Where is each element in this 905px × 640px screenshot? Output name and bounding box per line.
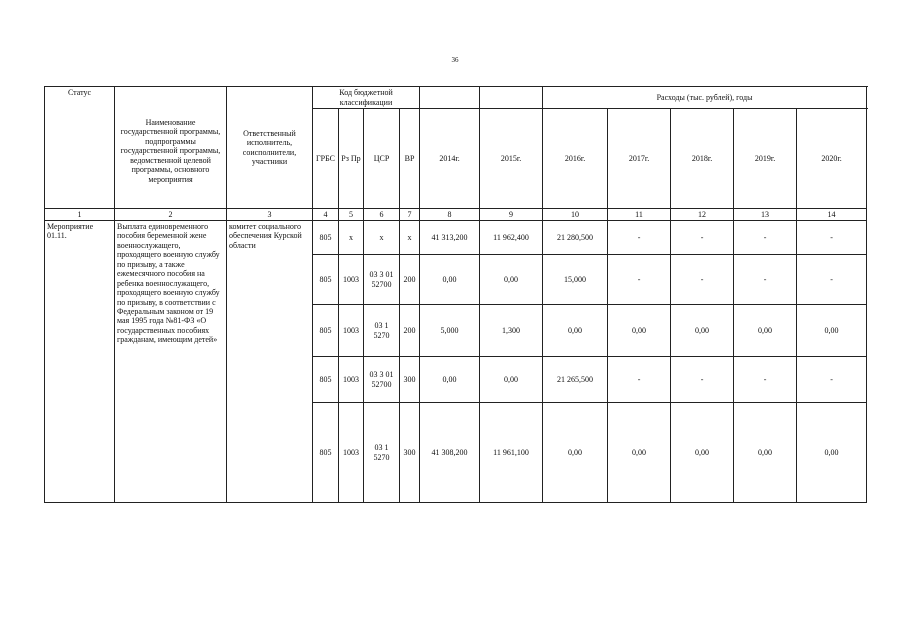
header-year-2019: 2019г.: [734, 109, 797, 209]
cell-value: 0,00: [671, 403, 734, 503]
column-number: 2: [115, 209, 227, 221]
cell-value: -: [734, 255, 797, 305]
column-number: 3: [227, 209, 313, 221]
record-name: Выплата единовременного пособия беременной жене военнослужащего, проходящего военную службу по призыву, а также ежемесячного пособия на ребенка военнослужащего, проходящего военную службу по призыву, в соответствии с Федеральным законом от 19 мая 1995 года №81-ФЗ «О государственных пособиях гражданам, имеющим детей»: [115, 221, 227, 503]
cell-value: 5,000: [420, 305, 480, 357]
header-csr: ЦСР: [364, 109, 400, 209]
cell-grbs: 805: [313, 357, 339, 403]
header-blank-2: [480, 87, 543, 109]
header-year-2018: 2018г.: [671, 109, 734, 209]
column-number: 9: [480, 209, 543, 221]
cell-vr: 300: [400, 403, 420, 503]
cell-grbs: 805: [313, 255, 339, 305]
cell-value: 15,000: [543, 255, 608, 305]
header-year-2017: 2017г.: [608, 109, 671, 209]
header-grbs: ГРБС: [313, 109, 339, 209]
cell-rzpr: 1003: [339, 255, 364, 305]
cell-value: 0,00: [734, 403, 797, 503]
cell-value: 41 308,200: [420, 403, 480, 503]
record-status: Мероприятие 01.11.: [45, 221, 115, 503]
cell-csr: 03 3 01 52700: [364, 357, 400, 403]
cell-value: 21 265,500: [543, 357, 608, 403]
header-rzpr: Рз Пр: [339, 109, 364, 209]
cell-value: -: [734, 357, 797, 403]
cell-value: -: [608, 357, 671, 403]
cell-rzpr: х: [339, 221, 364, 255]
cell-value: 11 962,400: [480, 221, 543, 255]
record-responsible: комитет социального обеспечения Курской области: [227, 221, 313, 503]
header-year-2020: 2020г.: [797, 109, 867, 209]
page-number: 36: [451, 56, 459, 64]
cell-value: 0,00: [543, 403, 608, 503]
column-number: 10: [543, 209, 608, 221]
cell-csr: 03 1 5270: [364, 403, 400, 503]
cell-vr: 300: [400, 357, 420, 403]
cell-value: -: [671, 357, 734, 403]
cell-rzpr: 1003: [339, 357, 364, 403]
column-number: 1: [45, 209, 115, 221]
cell-value: -: [797, 357, 867, 403]
cell-value: 0,00: [480, 357, 543, 403]
cell-value: 0,00: [608, 403, 671, 503]
cell-value: 11 961,100: [480, 403, 543, 503]
cell-csr: 03 1 5270: [364, 305, 400, 357]
header-name: Наименование государственной программы, подпрограммы государственной программы, ведомственной целевой программы, основного мероприятия: [115, 87, 227, 209]
cell-grbs: 805: [313, 403, 339, 503]
column-number-row: [45, 209, 867, 221]
cell-csr: 03 3 01 52700: [364, 255, 400, 305]
cell-vr: 200: [400, 255, 420, 305]
cell-rzpr: 1003: [339, 305, 364, 357]
cell-value: 0,00: [671, 305, 734, 357]
column-number: 7: [400, 209, 420, 221]
header-year-2014: 2014г.: [420, 109, 480, 209]
cell-value: -: [671, 221, 734, 255]
header-vr: ВР: [400, 109, 420, 209]
cell-csr: х: [364, 221, 400, 255]
cell-value: -: [608, 255, 671, 305]
cell-value: -: [671, 255, 734, 305]
table-row: [45, 221, 867, 255]
cell-value: 1,300: [480, 305, 543, 357]
cell-rzpr: 1003: [339, 403, 364, 503]
column-number: 14: [797, 209, 867, 221]
cell-value: -: [797, 221, 867, 255]
header-row-top: [45, 87, 867, 109]
cell-value: 0,00: [608, 305, 671, 357]
cell-value: -: [608, 221, 671, 255]
column-number: 11: [608, 209, 671, 221]
column-number: 12: [671, 209, 734, 221]
column-number: 8: [420, 209, 480, 221]
cell-value: 0,00: [420, 255, 480, 305]
cell-value: 21 280,500: [543, 221, 608, 255]
cell-value: 0,00: [797, 403, 867, 503]
cell-value: -: [797, 255, 867, 305]
header-budget-code: Код бюджетной классификации: [313, 87, 420, 109]
cell-value: 0,00: [480, 255, 543, 305]
column-number: 6: [364, 209, 400, 221]
column-number: 13: [734, 209, 797, 221]
header-year-2015: 2015г.: [480, 109, 543, 209]
header-status: Статус: [45, 87, 115, 209]
column-number: 5: [339, 209, 364, 221]
cell-grbs: 805: [313, 305, 339, 357]
header-blank-1: [420, 87, 480, 109]
budget-table: [44, 86, 867, 503]
cell-value: 0,00: [420, 357, 480, 403]
cell-vr: х: [400, 221, 420, 255]
header-year-2016: 2016г.: [543, 109, 608, 209]
cell-value: 41 313,200: [420, 221, 480, 255]
cell-value: 0,00: [543, 305, 608, 357]
header-responsible: Ответственный исполнитель, соисполнители, участники: [227, 87, 313, 209]
cell-value: 0,00: [734, 305, 797, 357]
cell-vr: 200: [400, 305, 420, 357]
column-number: 4: [313, 209, 339, 221]
cell-value: 0,00: [797, 305, 867, 357]
cell-grbs: 805: [313, 221, 339, 255]
header-expenses: Расходы (тыс. рублей), годы: [543, 87, 867, 109]
cell-value: -: [734, 221, 797, 255]
